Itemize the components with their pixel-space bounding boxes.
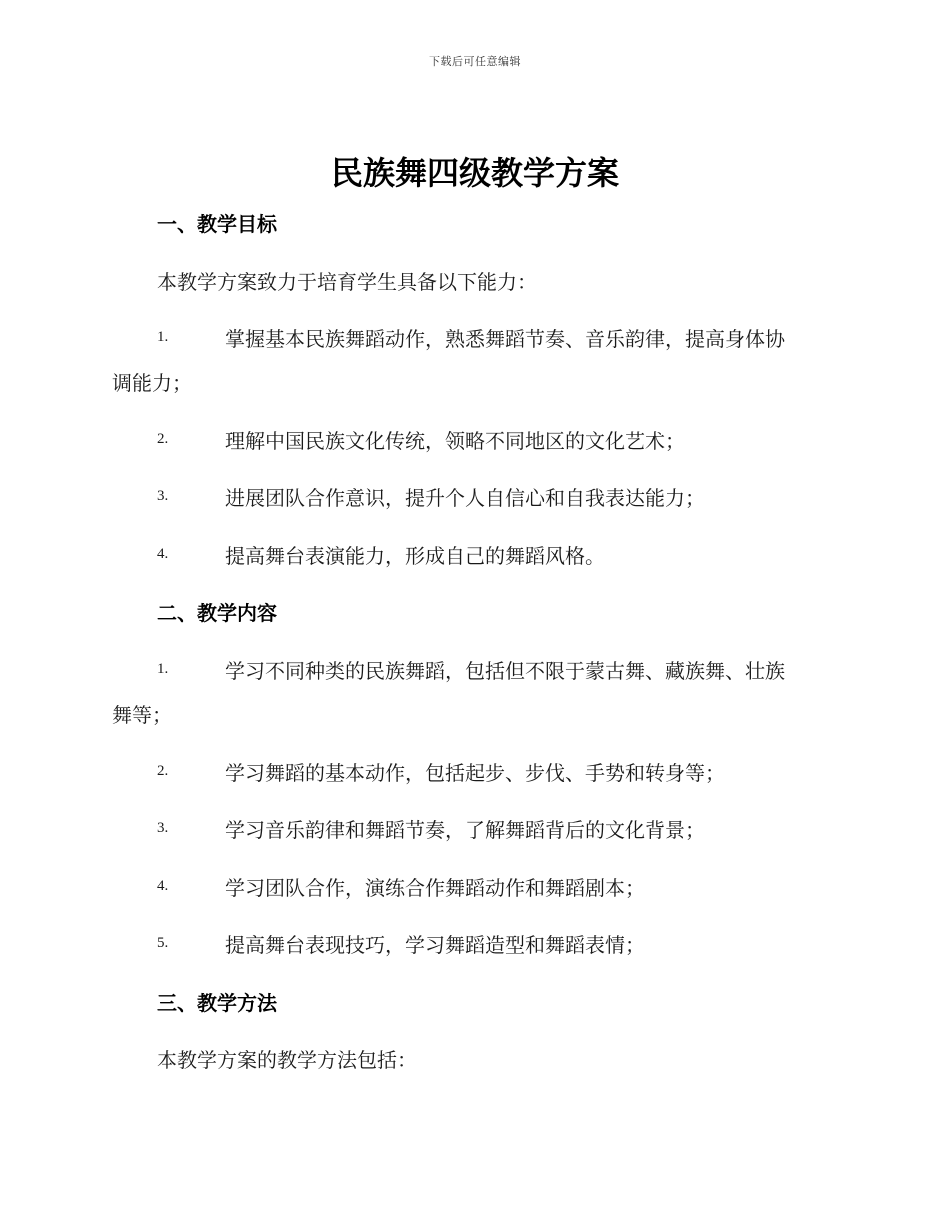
- header-note: 下载后可任意编辑: [429, 55, 521, 68]
- list-item: [0, 655, 950, 727]
- section-intro-objectives: 本教学方案致力于培育学生具备以下能力：: [157, 270, 537, 294]
- document-title: 民族舞四级教学方案: [330, 154, 619, 192]
- section-intro-methods: 本教学方案的教学方法包括：: [157, 1048, 417, 1072]
- list-item-text: 学习舞蹈的基本动作，包括起步、步伐、手势和转身等；: [225, 761, 725, 785]
- list-item: [0, 872, 950, 902]
- list-item: [0, 814, 950, 844]
- list-item: [0, 757, 950, 787]
- list-item-number: 2.: [157, 431, 169, 447]
- list-item: [0, 323, 950, 395]
- list-item-text: 提高舞台表演能力，形成自己的舞蹈风格。: [225, 544, 605, 568]
- list-item: [0, 540, 950, 570]
- list-item: [0, 482, 950, 512]
- section-heading-content: 二、教学内容: [157, 601, 277, 625]
- list-item-number: 1.: [157, 329, 169, 345]
- list-item-number: 3.: [157, 820, 169, 836]
- list-item-number: 5.: [157, 935, 169, 951]
- list-item-text: 提高舞台表现技巧，学习舞蹈造型和舞蹈表情；: [225, 933, 645, 957]
- list-item-number: 3.: [157, 488, 169, 504]
- list-item-text: 理解中国民族文化传统，领略不同地区的文化艺术；: [225, 429, 685, 453]
- list-item-number: 4.: [157, 546, 169, 562]
- list-item-continuation: 舞等；: [112, 703, 172, 727]
- list-item-number: 2.: [157, 763, 169, 779]
- list-item-text: 学习不同种类的民族舞蹈，包括但不限于蒙古舞、藏族舞、壮族: [225, 659, 785, 683]
- list-item-text: 进展团队合作意识，提升个人自信心和自我表达能力；: [225, 486, 705, 510]
- list-item-number: 4.: [157, 878, 169, 894]
- section-heading-objectives: 一、教学目标: [157, 212, 277, 236]
- section-heading-methods: 三、教学方法: [157, 991, 277, 1015]
- list-item-text: 掌握基本民族舞蹈动作，熟悉舞蹈节奏、音乐韵律，提高身体协: [225, 327, 785, 351]
- list-item-text: 学习团队合作，演练合作舞蹈动作和舞蹈剧本；: [225, 876, 645, 900]
- list-item-continuation: 调能力；: [112, 371, 192, 395]
- list-item: [0, 929, 950, 959]
- list-item-text: 学习音乐韵律和舞蹈节奏，了解舞蹈背后的文化背景；: [225, 818, 705, 842]
- list-item: [0, 425, 950, 455]
- list-item-number: 1.: [157, 661, 169, 677]
